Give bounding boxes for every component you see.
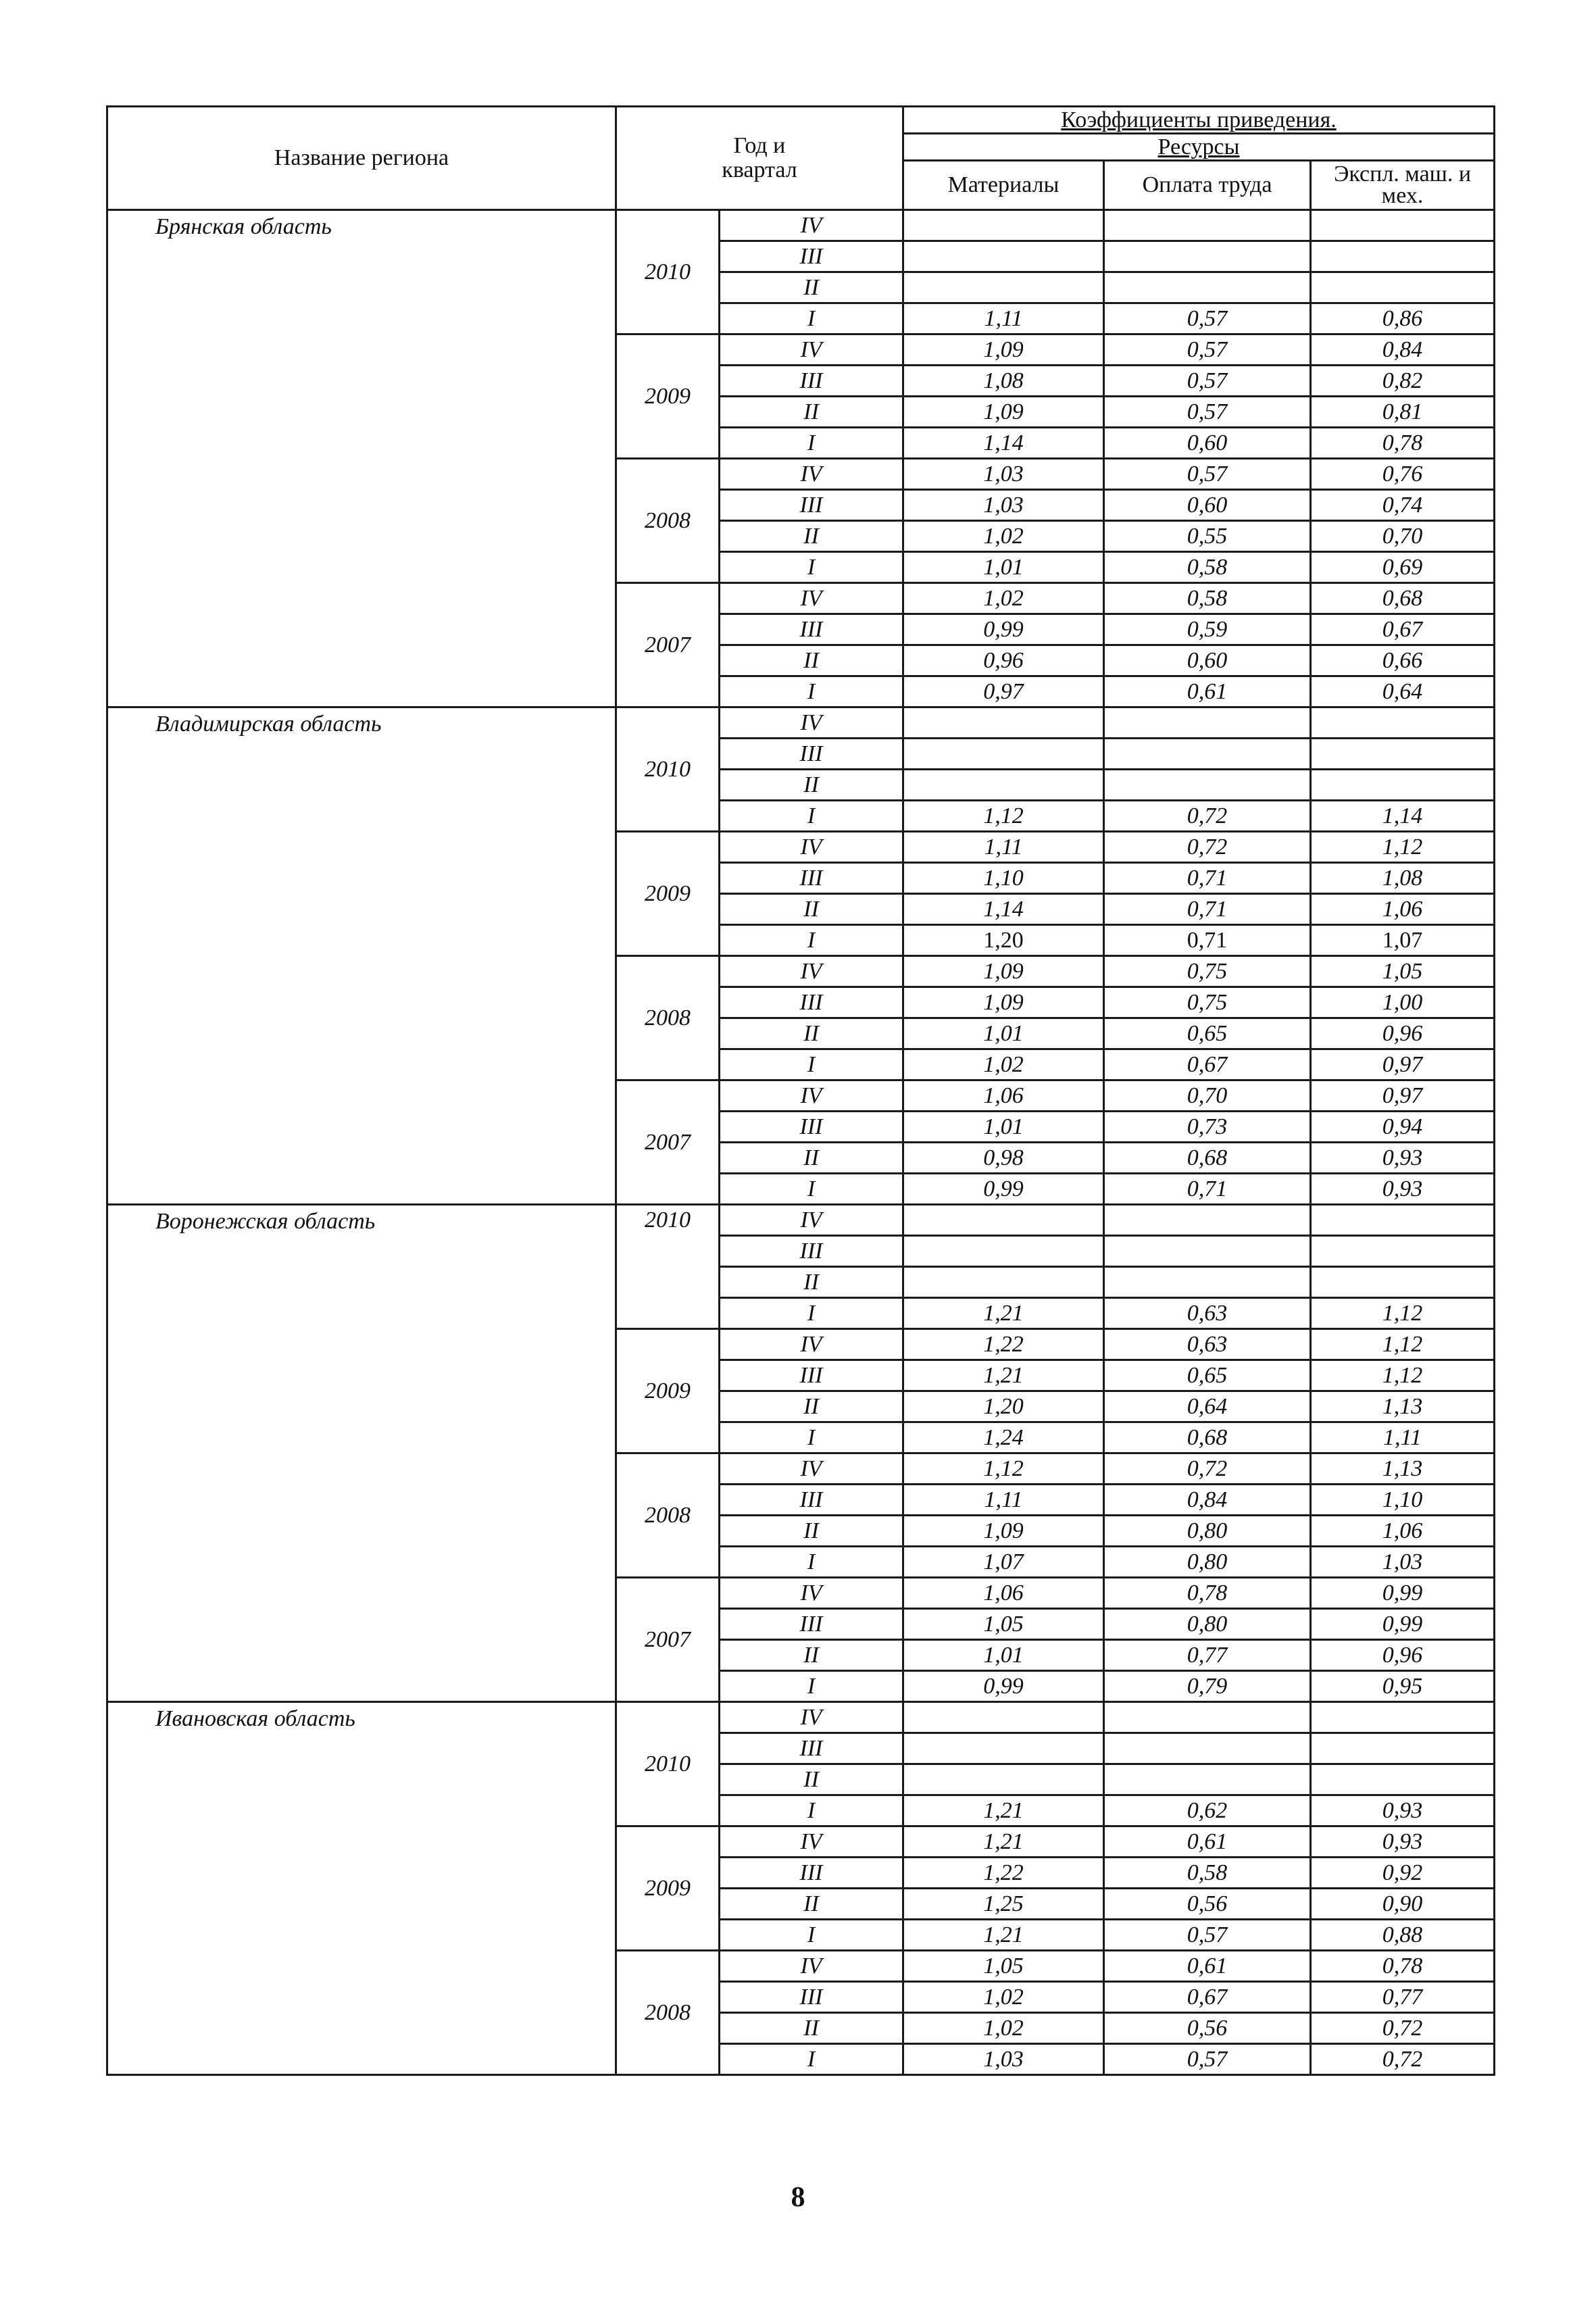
- materials-value: 1,01: [903, 1018, 1104, 1049]
- labor-value: 0,73: [1104, 1112, 1311, 1143]
- quarter-cell: I: [720, 552, 903, 583]
- materials-value: 1,01: [903, 1112, 1104, 1143]
- quarter-cell: I: [720, 1174, 903, 1205]
- quarter-cell: IV: [720, 1453, 903, 1485]
- machines-value: [1311, 1702, 1495, 1733]
- labor-value: 0,75: [1104, 987, 1311, 1018]
- materials-value: 0,97: [903, 676, 1104, 707]
- materials-value: 1,20: [903, 1391, 1104, 1422]
- materials-value: 1,05: [903, 1951, 1104, 1982]
- labor-value: 0,71: [1104, 894, 1311, 925]
- materials-value: 0,96: [903, 645, 1104, 676]
- table-row: [107, 707, 1495, 739]
- labor-value: 0,75: [1104, 956, 1311, 987]
- quarter-cell: III: [720, 366, 903, 397]
- materials-value: 1,20: [903, 925, 1104, 956]
- labor-value: [1104, 1267, 1311, 1298]
- machines-value: 0,78: [1311, 428, 1495, 459]
- machines-value: 0,81: [1311, 397, 1495, 428]
- quarter-cell: IV: [720, 1578, 903, 1609]
- machines-value: 1,06: [1311, 894, 1495, 925]
- quarter-cell: II: [720, 272, 903, 303]
- machines-value: 0,76: [1311, 459, 1495, 490]
- year-cell: 2009: [616, 1329, 720, 1453]
- machines-value: 0,96: [1311, 1640, 1495, 1671]
- labor-value: 0,64: [1104, 1391, 1311, 1422]
- quarter-cell: II: [720, 1267, 903, 1298]
- materials-value: 1,12: [903, 1453, 1104, 1485]
- labor-value: 0,72: [1104, 832, 1311, 863]
- quarter-cell: III: [720, 987, 903, 1018]
- labor-value: 0,72: [1104, 1453, 1311, 1485]
- quarter-cell: I: [720, 676, 903, 707]
- year-cell: 2010: [616, 210, 720, 334]
- machines-value: 1,11: [1311, 1422, 1495, 1453]
- machines-value: 0,93: [1311, 1795, 1495, 1826]
- quarter-cell: II: [720, 1143, 903, 1174]
- machines-value: [1311, 1733, 1495, 1764]
- materials-value: 0,99: [903, 1174, 1104, 1205]
- labor-value: 0,63: [1104, 1329, 1311, 1360]
- materials-value: 1,01: [903, 552, 1104, 583]
- machines-value: 1,13: [1311, 1453, 1495, 1485]
- quarter-cell: II: [720, 770, 903, 801]
- machines-value: 0,93: [1311, 1826, 1495, 1858]
- machines-value: 0,97: [1311, 1049, 1495, 1080]
- materials-column-header: Материалы: [903, 161, 1104, 210]
- machines-value: 1,07: [1311, 925, 1495, 956]
- table-row: [107, 210, 1495, 241]
- machines-value: 0,74: [1311, 490, 1495, 521]
- materials-value: 1,11: [903, 832, 1104, 863]
- machines-value: [1311, 739, 1495, 770]
- table-body: [107, 210, 1495, 2075]
- machines-value: 1,06: [1311, 1516, 1495, 1547]
- machines-value: 0,67: [1311, 614, 1495, 645]
- year-cell: 2008: [616, 1453, 720, 1578]
- quarter-cell: II: [720, 1516, 903, 1547]
- coefficients-title: Коэффициенты приведения.: [903, 107, 1495, 134]
- materials-value: 1,14: [903, 894, 1104, 925]
- machines-value: 1,08: [1311, 863, 1495, 894]
- machines-value: 0,77: [1311, 1982, 1495, 2013]
- machines-value: [1311, 241, 1495, 272]
- materials-value: 1,09: [903, 1516, 1104, 1547]
- labor-value: 0,80: [1104, 1609, 1311, 1640]
- quarter-cell: IV: [720, 334, 903, 366]
- materials-value: 0,99: [903, 614, 1104, 645]
- year-quarter-column-header: Год и квартал: [616, 107, 903, 210]
- coefficients-table: [106, 105, 1495, 2076]
- machines-value: 0,92: [1311, 1858, 1495, 1889]
- machines-value: 1,00: [1311, 987, 1495, 1018]
- labor-value: 0,80: [1104, 1516, 1311, 1547]
- labor-value: 0,77: [1104, 1640, 1311, 1671]
- machines-value: 0,95: [1311, 1671, 1495, 1702]
- year-cell: 2008: [616, 956, 720, 1080]
- materials-value: [903, 707, 1104, 739]
- quarter-cell: I: [720, 1795, 903, 1826]
- quarter-cell: III: [720, 863, 903, 894]
- labor-value: 0,58: [1104, 1858, 1311, 1889]
- quarter-cell: III: [720, 614, 903, 645]
- labor-value: 0,58: [1104, 552, 1311, 583]
- materials-value: 1,02: [903, 583, 1104, 614]
- quarter-cell: I: [720, 1671, 903, 1702]
- machines-value: 0,93: [1311, 1174, 1495, 1205]
- materials-value: 1,01: [903, 1640, 1104, 1671]
- labor-value: [1104, 241, 1311, 272]
- quarter-cell: IV: [720, 583, 903, 614]
- quarter-cell: III: [720, 1858, 903, 1889]
- quarter-cell: II: [720, 1391, 903, 1422]
- materials-value: 1,21: [903, 1298, 1104, 1329]
- resources-header: Ресурсы: [903, 134, 1495, 161]
- quarter-cell: II: [720, 1764, 903, 1795]
- labor-value: 0,61: [1104, 676, 1311, 707]
- labor-value: 0,57: [1104, 303, 1311, 334]
- year-cell: 2008: [616, 1951, 720, 2075]
- labor-value: 0,57: [1104, 2044, 1311, 2075]
- page-number: 8: [791, 2182, 805, 2213]
- materials-value: 1,12: [903, 801, 1104, 832]
- materials-value: [903, 210, 1104, 241]
- machines-value: 0,84: [1311, 334, 1495, 366]
- labor-value: 0,71: [1104, 925, 1311, 956]
- year-cell: 2010: [616, 1205, 720, 1329]
- quarter-cell: I: [720, 303, 903, 334]
- materials-value: 1,06: [903, 1578, 1104, 1609]
- quarter-cell: IV: [720, 1702, 903, 1733]
- machines-value: 0,86: [1311, 303, 1495, 334]
- materials-value: 1,22: [903, 1329, 1104, 1360]
- materials-value: [903, 1236, 1104, 1267]
- labor-value: [1104, 770, 1311, 801]
- materials-value: [903, 241, 1104, 272]
- labor-value: [1104, 1205, 1311, 1236]
- machines-value: 0,97: [1311, 1080, 1495, 1112]
- materials-value: 1,11: [903, 1485, 1104, 1516]
- labor-value: 0,68: [1104, 1143, 1311, 1174]
- materials-value: 1,06: [903, 1080, 1104, 1112]
- quarter-cell: IV: [720, 956, 903, 987]
- machines-value: 0,70: [1311, 521, 1495, 552]
- machines-value: 1,14: [1311, 801, 1495, 832]
- materials-value: 1,21: [903, 1826, 1104, 1858]
- materials-value: 1,09: [903, 987, 1104, 1018]
- machines-value: 1,12: [1311, 1360, 1495, 1391]
- labor-value: 0,59: [1104, 614, 1311, 645]
- machines-value: 1,12: [1311, 832, 1495, 863]
- materials-value: 1,03: [903, 459, 1104, 490]
- labor-value: 0,57: [1104, 1920, 1311, 1951]
- labor-value: 0,71: [1104, 863, 1311, 894]
- machines-value: 0,93: [1311, 1143, 1495, 1174]
- quarter-cell: I: [720, 428, 903, 459]
- labor-value: [1104, 739, 1311, 770]
- materials-value: 1,09: [903, 956, 1104, 987]
- machines-value: 0,82: [1311, 366, 1495, 397]
- materials-value: 1,21: [903, 1795, 1104, 1826]
- machines-value: [1311, 1267, 1495, 1298]
- labor-value: 0,55: [1104, 521, 1311, 552]
- quarter-cell: II: [720, 1640, 903, 1671]
- quarter-cell: II: [720, 521, 903, 552]
- machines-value: 1,10: [1311, 1485, 1495, 1516]
- year-cell: 2007: [616, 1578, 720, 1702]
- quarter-cell: III: [720, 1609, 903, 1640]
- labor-value: 0,84: [1104, 1485, 1311, 1516]
- quarter-cell: III: [720, 1982, 903, 2013]
- region-name: Ивановская область: [107, 1702, 616, 2075]
- labor-value: 0,78: [1104, 1578, 1311, 1609]
- labor-value: 0,62: [1104, 1795, 1311, 1826]
- materials-value: [903, 739, 1104, 770]
- materials-value: 1,22: [903, 1858, 1104, 1889]
- machines-value: 0,69: [1311, 552, 1495, 583]
- year-cell: 2009: [616, 334, 720, 459]
- labor-value: 0,68: [1104, 1422, 1311, 1453]
- machines-value: 0,96: [1311, 1018, 1495, 1049]
- materials-value: [903, 1267, 1104, 1298]
- quarter-cell: I: [720, 925, 903, 956]
- year-cell: 2007: [616, 1080, 720, 1205]
- materials-value: [903, 272, 1104, 303]
- region-name: Брянская область: [107, 210, 616, 707]
- materials-value: 1,09: [903, 397, 1104, 428]
- machines-value: 0,94: [1311, 1112, 1495, 1143]
- labor-value: 0,65: [1104, 1360, 1311, 1391]
- materials-value: 1,02: [903, 521, 1104, 552]
- quarter-cell: III: [720, 490, 903, 521]
- materials-value: [903, 1702, 1104, 1733]
- machines-value: [1311, 1205, 1495, 1236]
- year-cell: 2007: [616, 583, 720, 707]
- machines-value: 0,64: [1311, 676, 1495, 707]
- machines-value: [1311, 210, 1495, 241]
- quarter-cell: II: [720, 645, 903, 676]
- quarter-cell: I: [720, 1920, 903, 1951]
- table-header: [107, 107, 1495, 210]
- materials-value: 1,09: [903, 334, 1104, 366]
- labor-value: 0,58: [1104, 583, 1311, 614]
- labor-value: [1104, 1236, 1311, 1267]
- quarter-cell: III: [720, 739, 903, 770]
- machines-value: 0,88: [1311, 1920, 1495, 1951]
- materials-value: 1,02: [903, 2013, 1104, 2044]
- labor-value: 0,60: [1104, 490, 1311, 521]
- labor-value: 0,70: [1104, 1080, 1311, 1112]
- quarter-cell: IV: [720, 1826, 903, 1858]
- quarter-cell: IV: [720, 1951, 903, 1982]
- labor-value: 0,57: [1104, 459, 1311, 490]
- labor-value: 0,79: [1104, 1671, 1311, 1702]
- materials-value: 1,21: [903, 1360, 1104, 1391]
- quarter-cell: I: [720, 801, 903, 832]
- machines-value: 0,99: [1311, 1609, 1495, 1640]
- materials-value: 1,03: [903, 2044, 1104, 2075]
- quarter-cell: IV: [720, 1080, 903, 1112]
- quarter-cell: I: [720, 2044, 903, 2075]
- materials-value: 1,08: [903, 366, 1104, 397]
- machines-value: 1,13: [1311, 1391, 1495, 1422]
- materials-value: 1,02: [903, 1982, 1104, 2013]
- labor-value: 0,61: [1104, 1826, 1311, 1858]
- machines-value: [1311, 1764, 1495, 1795]
- machines-value: 0,72: [1311, 2044, 1495, 2075]
- quarter-cell: II: [720, 894, 903, 925]
- labor-value: 0,71: [1104, 1174, 1311, 1205]
- machines-value: 0,72: [1311, 2013, 1495, 2044]
- quarter-cell: III: [720, 1236, 903, 1267]
- materials-value: 1,25: [903, 1889, 1104, 1920]
- labor-value: 0,72: [1104, 801, 1311, 832]
- quarter-cell: IV: [720, 459, 903, 490]
- labor-value: 0,60: [1104, 645, 1311, 676]
- labor-value: 0,56: [1104, 1889, 1311, 1920]
- labor-column-header: Оплата труда: [1104, 161, 1311, 210]
- table-row: [107, 1205, 1495, 1236]
- machines-value: 1,03: [1311, 1547, 1495, 1578]
- quarter-cell: IV: [720, 1205, 903, 1236]
- machines-value: 1,12: [1311, 1298, 1495, 1329]
- machines-value: [1311, 272, 1495, 303]
- materials-value: 0,99: [903, 1671, 1104, 1702]
- quarter-cell: II: [720, 397, 903, 428]
- machines-value: 1,05: [1311, 956, 1495, 987]
- quarter-cell: I: [720, 1049, 903, 1080]
- quarter-cell: II: [720, 1018, 903, 1049]
- labor-value: 0,57: [1104, 366, 1311, 397]
- materials-value: 1,24: [903, 1422, 1104, 1453]
- materials-value: 1,02: [903, 1049, 1104, 1080]
- machines-column-header: Экспл. маш. и мех.: [1311, 161, 1495, 210]
- materials-value: [903, 770, 1104, 801]
- year-cell: 2010: [616, 707, 720, 832]
- quarter-cell: III: [720, 241, 903, 272]
- materials-value: [903, 1205, 1104, 1236]
- quarter-cell: III: [720, 1485, 903, 1516]
- quarter-cell: II: [720, 1889, 903, 1920]
- materials-value: 1,21: [903, 1920, 1104, 1951]
- machines-value: 0,78: [1311, 1951, 1495, 1982]
- materials-value: 1,14: [903, 428, 1104, 459]
- labor-value: [1104, 210, 1311, 241]
- materials-value: 0,98: [903, 1143, 1104, 1174]
- labor-value: 0,60: [1104, 428, 1311, 459]
- quarter-cell: III: [720, 1112, 903, 1143]
- materials-value: [903, 1733, 1104, 1764]
- materials-value: 1,05: [903, 1609, 1104, 1640]
- year-cell: 2008: [616, 459, 720, 583]
- region-name: Владимирская область: [107, 707, 616, 1205]
- labor-value: [1104, 272, 1311, 303]
- region-column-header: Название региона: [107, 107, 616, 210]
- quarter-cell: IV: [720, 1329, 903, 1360]
- quarter-cell: IV: [720, 210, 903, 241]
- labor-value: [1104, 1764, 1311, 1795]
- materials-value: 1,07: [903, 1547, 1104, 1578]
- materials-value: 1,03: [903, 490, 1104, 521]
- labor-value: 0,56: [1104, 2013, 1311, 2044]
- labor-value: 0,63: [1104, 1298, 1311, 1329]
- materials-value: 1,10: [903, 863, 1104, 894]
- quarter-cell: I: [720, 1298, 903, 1329]
- machines-value: 0,90: [1311, 1889, 1495, 1920]
- labor-value: 0,67: [1104, 1982, 1311, 2013]
- quarter-cell: III: [720, 1733, 903, 1764]
- labor-value: [1104, 1733, 1311, 1764]
- region-name: Воронежская область: [107, 1205, 616, 1702]
- machines-value: [1311, 770, 1495, 801]
- labor-value: 0,57: [1104, 397, 1311, 428]
- labor-value: 0,80: [1104, 1547, 1311, 1578]
- labor-value: 0,57: [1104, 334, 1311, 366]
- labor-value: [1104, 1702, 1311, 1733]
- table-row: [107, 1702, 1495, 1733]
- labor-value: 0,67: [1104, 1049, 1311, 1080]
- quarter-cell: IV: [720, 832, 903, 863]
- labor-value: 0,65: [1104, 1018, 1311, 1049]
- machines-value: [1311, 707, 1495, 739]
- machines-value: 0,99: [1311, 1578, 1495, 1609]
- machines-value: 0,66: [1311, 645, 1495, 676]
- machines-value: 1,12: [1311, 1329, 1495, 1360]
- quarter-cell: IV: [720, 707, 903, 739]
- year-cell: 2009: [616, 1826, 720, 1951]
- materials-value: 1,11: [903, 303, 1104, 334]
- quarter-cell: III: [720, 1360, 903, 1391]
- year-cell: 2009: [616, 832, 720, 956]
- labor-value: [1104, 707, 1311, 739]
- machines-value: [1311, 1236, 1495, 1267]
- labor-value: 0,61: [1104, 1951, 1311, 1982]
- quarter-cell: I: [720, 1422, 903, 1453]
- quarter-cell: I: [720, 1547, 903, 1578]
- machines-value: 0,68: [1311, 583, 1495, 614]
- materials-value: [903, 1764, 1104, 1795]
- year-cell: 2010: [616, 1702, 720, 1826]
- quarter-cell: II: [720, 2013, 903, 2044]
